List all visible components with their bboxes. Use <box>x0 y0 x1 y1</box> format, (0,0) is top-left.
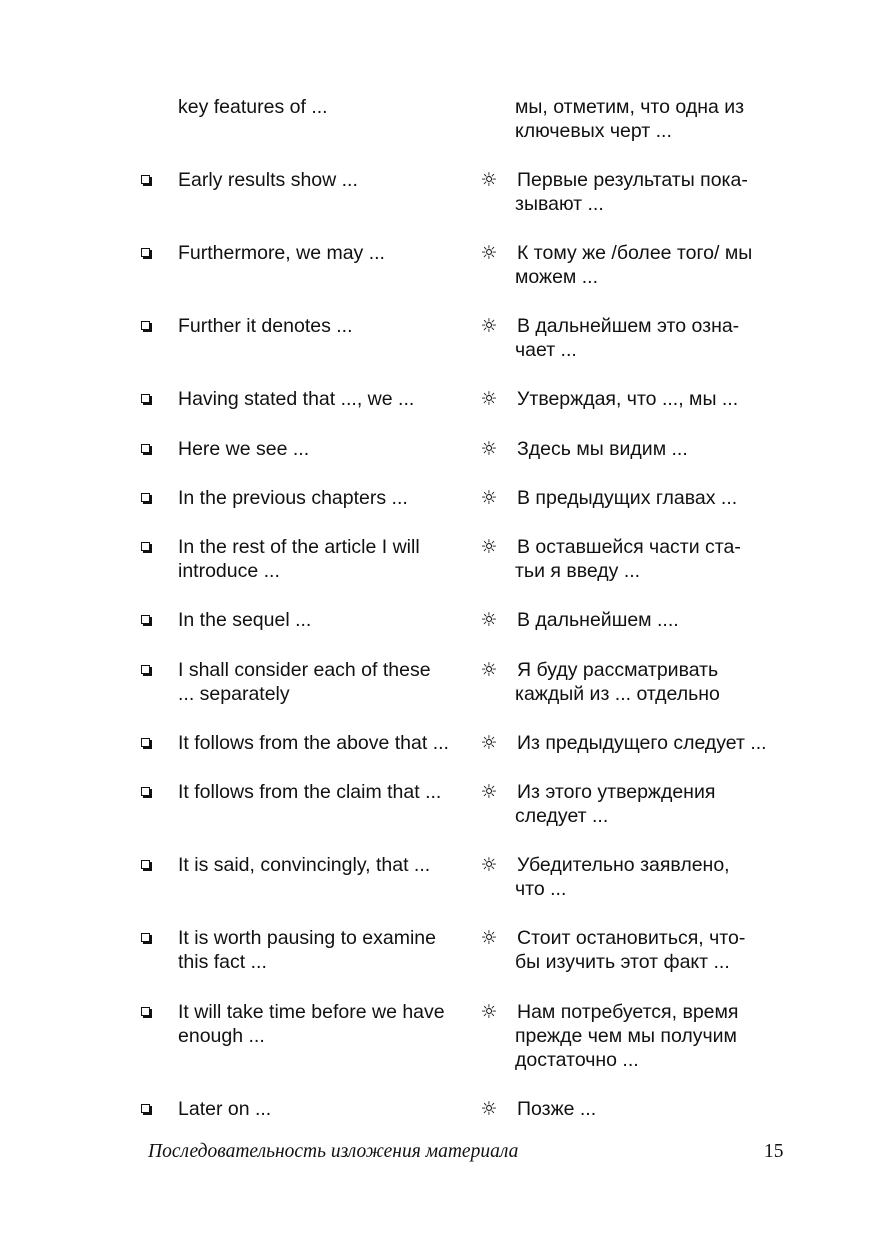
russian-translation <box>515 486 777 510</box>
english-phrase <box>178 608 470 632</box>
english-phrase-line: Later on ... <box>178 1098 272 1120</box>
english-phrase-line: introduce ... <box>178 560 280 582</box>
sun-marker-icon: ☼ <box>480 487 498 509</box>
checkbox-bullet-icon <box>141 860 150 869</box>
english-phrase-line: enough ... <box>178 1025 265 1047</box>
english-phrase-line: key features of ... <box>178 96 328 118</box>
sun-marker-icon: ☼ <box>480 169 498 191</box>
russian-translation-line: Стоит остановиться, что- <box>517 927 746 949</box>
english-phrase <box>178 168 470 192</box>
checkbox-bullet-icon <box>141 321 150 330</box>
russian-translation <box>515 168 777 216</box>
sun-marker-icon: ☼ <box>480 388 498 410</box>
english-phrase-line: It is said, convincingly, that ... <box>178 854 431 876</box>
russian-translation-line: следует ... <box>515 805 609 827</box>
english-phrase-line: In the rest of the article I will <box>178 536 420 558</box>
english-phrase-line: this fact ... <box>178 951 267 973</box>
russian-translation-line: бы изучить этот факт ... <box>515 951 730 973</box>
english-phrase <box>178 437 470 461</box>
english-phrase-line: ... separately <box>178 683 290 705</box>
english-phrase-line: In the previous chapters ... <box>178 487 408 509</box>
english-phrase <box>178 486 470 510</box>
checkbox-bullet-icon <box>141 175 150 184</box>
russian-translation <box>515 926 777 974</box>
checkbox-bullet-icon <box>141 615 150 624</box>
checkbox-bullet-icon <box>141 248 150 257</box>
english-phrase <box>178 1097 470 1121</box>
russian-translation-line: В дальнейшем .... <box>517 609 679 631</box>
checkbox-bullet-icon <box>141 1104 150 1113</box>
english-phrase-line: I shall consider each of these <box>178 659 431 681</box>
page-number: 15 <box>764 1141 784 1162</box>
english-phrase <box>178 1000 470 1048</box>
english-phrase <box>178 731 470 755</box>
russian-translation-line: достаточно ... <box>515 1049 639 1071</box>
checkbox-bullet-icon <box>141 738 150 747</box>
russian-translation-line: Первые результаты пока- <box>517 169 748 191</box>
russian-translation-line: каждый из ... отдельно <box>515 683 720 705</box>
russian-translation <box>515 387 777 411</box>
sun-marker-icon: ☼ <box>480 438 498 460</box>
checkbox-bullet-icon <box>141 1007 150 1016</box>
russian-translation-line: К тому же /более того/ мы <box>517 242 753 264</box>
russian-translation-line: можем ... <box>515 266 598 288</box>
english-phrase-line: It is worth pausing to examine <box>178 927 436 949</box>
russian-translation-line: В оставшейся части ста- <box>517 536 741 558</box>
english-phrase-line: Further it denotes ... <box>178 315 353 337</box>
english-phrase-line: Here we see ... <box>178 438 310 460</box>
russian-translation <box>515 780 777 828</box>
russian-translation <box>515 658 777 706</box>
english-phrase <box>178 314 470 338</box>
russian-translation <box>515 608 777 632</box>
russian-translation <box>515 437 777 461</box>
english-phrase-line: Early results show ... <box>178 169 358 191</box>
russian-translation-line: В дальнейшем это озна- <box>517 315 740 337</box>
russian-translation-line: зывают ... <box>515 193 604 215</box>
sun-marker-icon: ☼ <box>480 854 498 876</box>
checkbox-bullet-icon <box>141 542 150 551</box>
russian-translation <box>515 731 777 755</box>
russian-translation-line: прежде чем мы получим <box>515 1025 737 1047</box>
sun-marker-icon: ☼ <box>480 1098 498 1120</box>
running-footer-title: Последовательность изложения материала <box>148 1141 519 1162</box>
russian-translation <box>515 535 777 583</box>
english-phrase-line: It follows from the claim that ... <box>178 781 442 803</box>
sun-marker-icon: ☼ <box>480 1001 498 1023</box>
russian-translation <box>515 241 777 289</box>
sun-marker-icon: ☼ <box>480 659 498 681</box>
russian-translation-line: Убедительно заявлено, <box>517 854 730 876</box>
sun-marker-icon: ☼ <box>480 927 498 949</box>
checkbox-bullet-icon <box>141 394 150 403</box>
checkbox-bullet-icon <box>141 787 150 796</box>
russian-translation-line: Позже ... <box>517 1098 597 1120</box>
checkbox-bullet-icon <box>141 493 150 502</box>
russian-translation <box>515 853 777 901</box>
english-phrase <box>178 926 470 974</box>
english-phrase <box>178 780 470 804</box>
english-phrase-line: It follows from the above that ... <box>178 732 449 754</box>
english-phrase <box>178 95 470 119</box>
english-phrase <box>178 853 470 877</box>
russian-translation-line: Из этого утверждения <box>517 781 716 803</box>
english-phrase <box>178 658 470 706</box>
checkbox-bullet-icon <box>141 665 150 674</box>
russian-translation-line: Нам потребуется, время <box>517 1001 739 1023</box>
checkbox-bullet-icon <box>141 933 150 942</box>
russian-translation-line: мы, отметим, что одна из <box>515 96 745 118</box>
russian-translation <box>515 1097 777 1121</box>
sun-marker-icon: ☼ <box>480 536 498 558</box>
english-phrase-line: Furthermore, we may ... <box>178 242 385 264</box>
checkbox-bullet-icon <box>141 444 150 453</box>
russian-translation-line: тьи я введу ... <box>515 560 641 582</box>
russian-translation <box>515 95 777 143</box>
english-phrase-line: It will take time before we have <box>178 1001 445 1023</box>
russian-translation-line: чает ... <box>515 339 577 361</box>
english-phrase <box>178 535 470 583</box>
russian-translation-line: Утверждая, что ..., мы ... <box>517 388 739 410</box>
sun-marker-icon: ☼ <box>480 781 498 803</box>
russian-translation-line: ключевых черт ... <box>515 120 672 142</box>
sun-marker-icon: ☼ <box>480 242 498 264</box>
russian-translation <box>515 1000 777 1072</box>
english-phrase <box>178 241 470 265</box>
russian-translation-line: Из предыдущего следует ... <box>517 732 767 754</box>
russian-translation <box>515 314 777 362</box>
english-phrase-line: In the sequel ... <box>178 609 312 631</box>
sun-marker-icon: ☼ <box>480 315 498 337</box>
russian-translation-line: Я буду рассматривать <box>517 659 719 681</box>
sun-marker-icon: ☼ <box>480 609 498 631</box>
russian-translation-line: Здесь мы видим ... <box>517 438 688 460</box>
russian-translation-line: В предыдущих главах ... <box>517 487 738 509</box>
english-phrase-line: Having stated that ..., we ... <box>178 388 415 410</box>
sun-marker-icon: ☼ <box>480 732 498 754</box>
english-phrase <box>178 387 470 411</box>
russian-translation-line: что ... <box>515 878 567 900</box>
